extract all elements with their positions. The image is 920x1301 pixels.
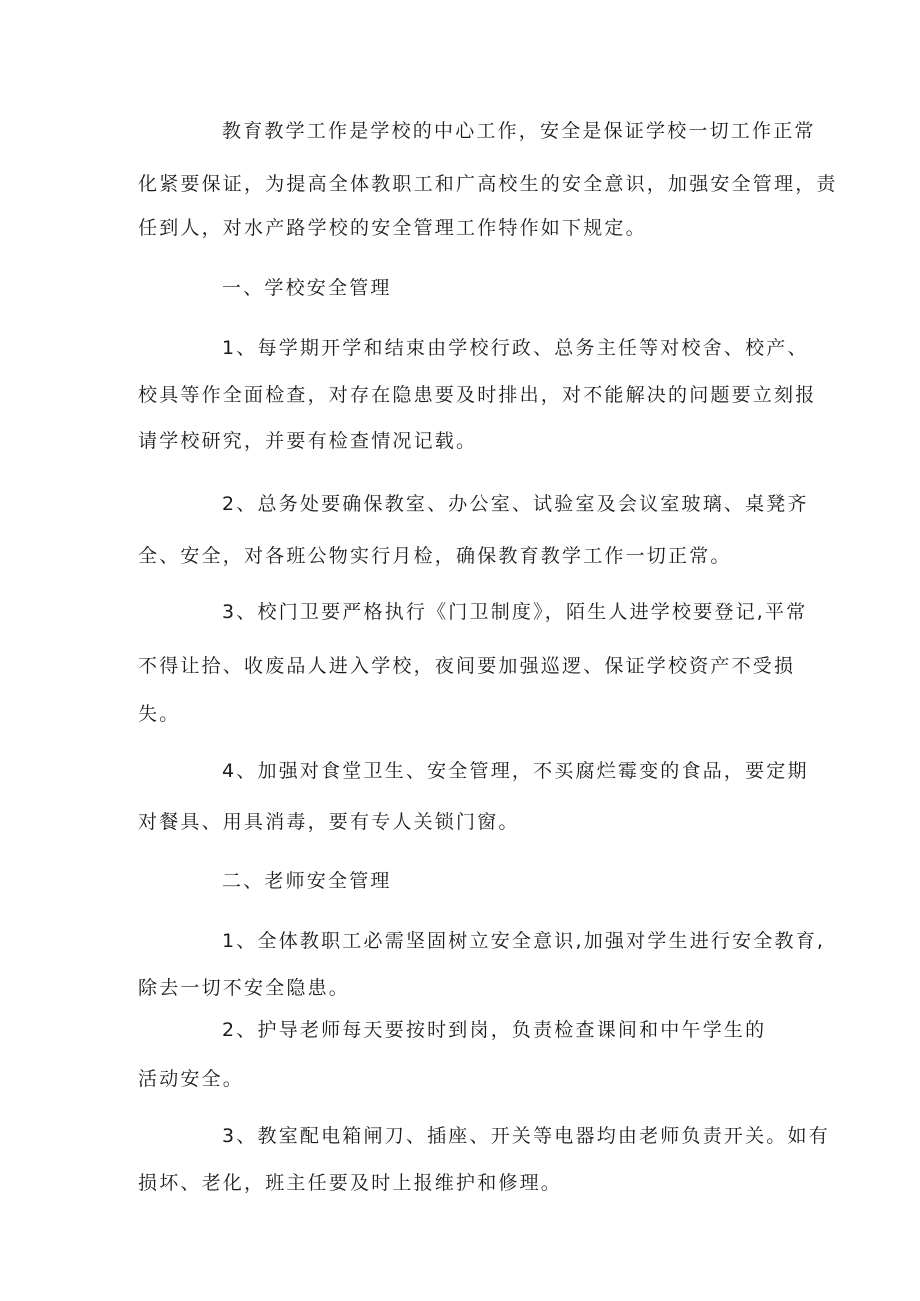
text-line: 1、每学期开学和结束由学校行政、总务主任等对校舍、校产、 [222,337,809,359]
text-line: 活动安全。 [138,1068,245,1090]
text-line: 2、总务处要确保教室、办公室、试验室及会议室玻璃、桌凳齐 [222,493,809,515]
text-line: 3、教室配电箱闸刀、插座、开关等电器均由老师负责开关。如有 [222,1125,830,1147]
text-line: 除去一切不安全隐患。 [138,977,351,999]
text-line: 任到人，对水产路学校的安全管理工作特作如下规定。 [138,217,647,239]
text-line: 教育教学工作是学校的中心工作，安全是保证学校一切工作正常 [222,120,816,142]
text-line: 校具等作全面检查，对存在隐患要及时排出，对不能解决的问题要立刻报 [138,384,817,406]
text-line: 全、安全，对各班公物实行月检，确保教育教学工作一切正常。 [138,545,732,567]
text-line: 3、校门卫要严格执行《门卫制度》，陌生人进学校要登记,平常 [222,601,808,623]
text-line: 损坏、老化，班主任要及时上报维护和修理。 [138,1172,563,1194]
text-line: 不得让拾、收废品人进入学校，夜间要加强巡逻、保证学校资产不受损 [138,655,796,677]
text-line: 对餐具、用具消毒，要有专人关锁门窗。 [138,811,520,833]
section-heading: 二、老师安全管理 [222,870,392,892]
text-line: 失。 [138,703,181,725]
text-line: 4、加强对食堂卫生、安全管理，不买腐烂霉变的食品，要定期 [222,760,809,782]
section-heading: 一、学校安全管理 [222,277,392,299]
text-line: 请学校研究，并要有检查情况记载。 [138,430,478,452]
text-line: 2、护导老师每天要按时到岗，负责检查课间和中午学生的 [222,1019,767,1041]
text-line: 化紧要保证，为提高全体教职工和广高校生的安全意识，加强安全管理，责 [138,173,838,195]
text-line: 1、全体教职工必需坚固树立安全意识,加强对学生进行安全教育, [222,930,826,952]
